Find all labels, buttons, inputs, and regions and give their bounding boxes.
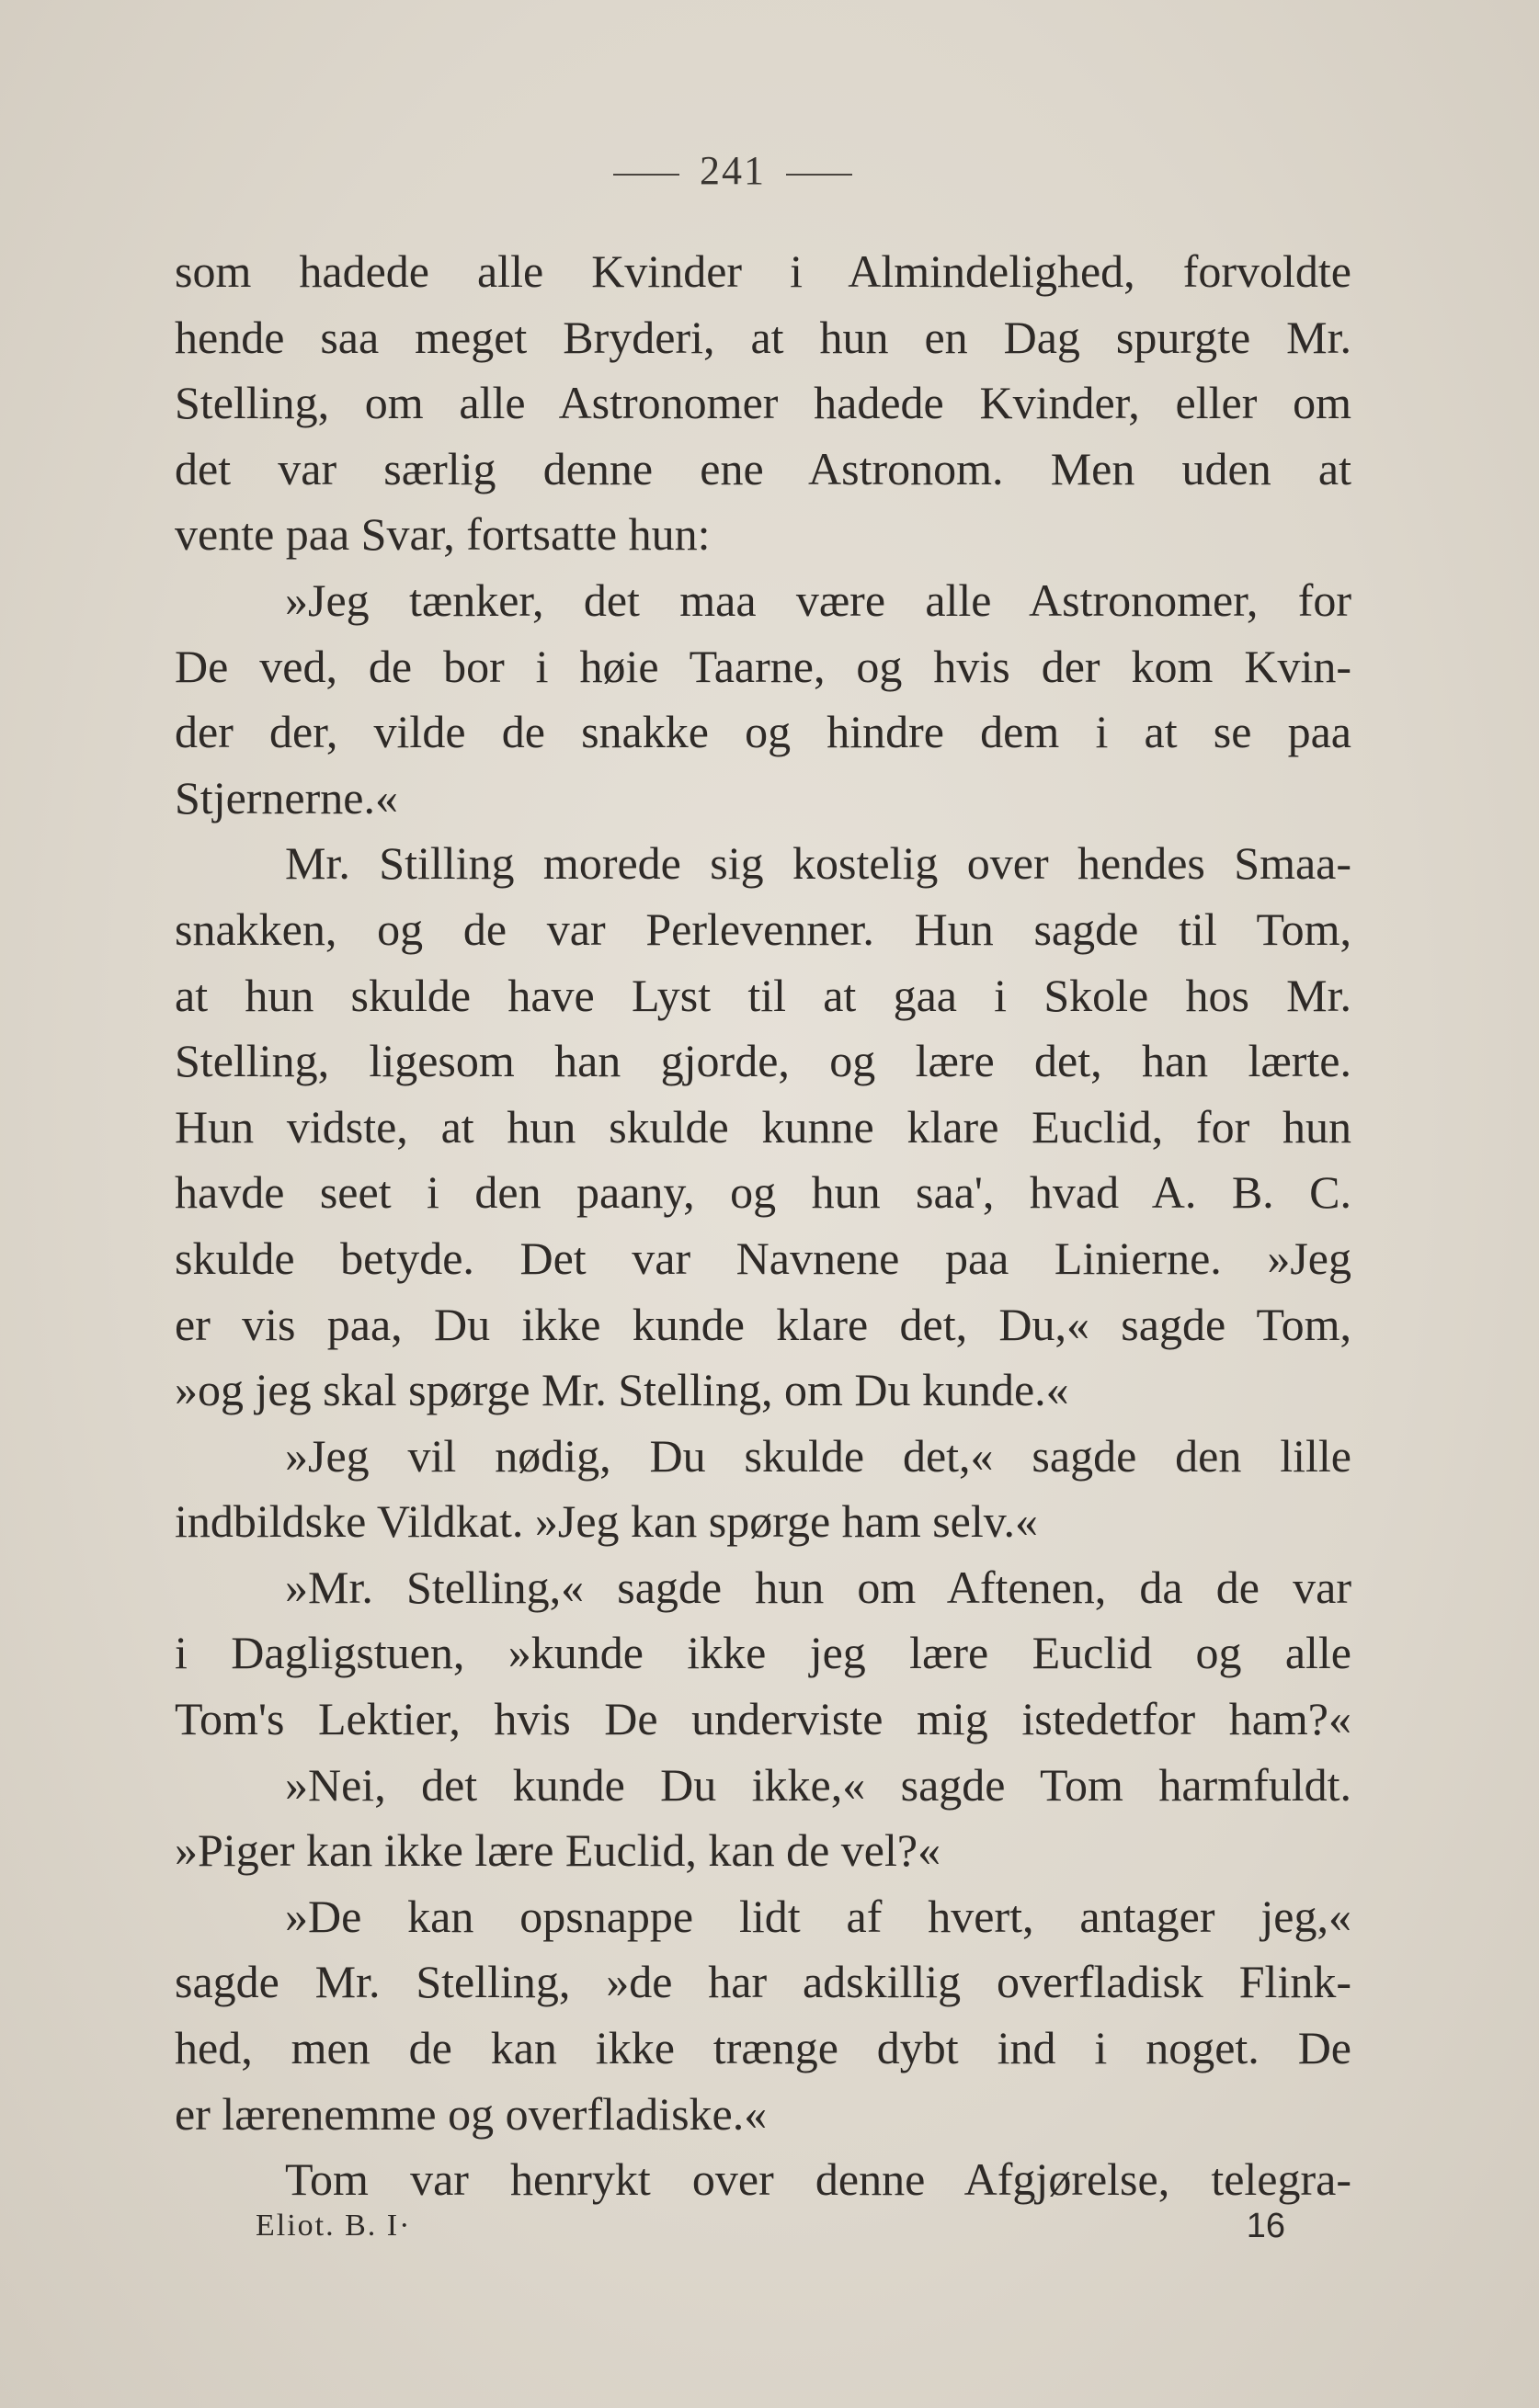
text-line: Tom var henrykt over denne Afgjørelse, telegra- xyxy=(285,2153,1351,2206)
text-line: skulde betyde. Det var Navnene paa Linierne. »Jeg xyxy=(175,1232,1351,1284)
page-number: 241 xyxy=(700,148,766,193)
text-line: indbildske Vildkat. »Jeg kan spørge ham selv.« xyxy=(175,1495,1039,1548)
text-line: er vis paa, Du ikke kunde klare det, Du,« sagde Tom, xyxy=(175,1298,1351,1350)
text-line: vente paa Svar, fortsatte hun: xyxy=(175,508,711,561)
text-line: De ved, de bor i høie Taarne, og hvis der kom Kvin- xyxy=(175,640,1351,692)
text-line: i Dagligstuen, »kunde ikke jeg lære Euclid og alle xyxy=(175,1627,1351,1679)
text-line: der der, vilde de snakke og hindre dem i at se paa xyxy=(175,706,1351,758)
text-line: »Jeg tænker, det maa være alle Astronomer, for xyxy=(285,574,1351,626)
text-line: »Piger kan ikke lære Euclid, kan de vel?« xyxy=(175,1824,941,1877)
body-text xyxy=(175,239,1351,2213)
text-line: Mr. Stilling morede sig kostelig over hendes Smaa- xyxy=(285,837,1351,890)
header-dash-left xyxy=(613,174,679,176)
text-line: havde seet i den paany, og hun saa', hvad A. B. C. xyxy=(175,1166,1351,1219)
text-line: Stelling, om alle Astronomer hadede Kvinder, eller om xyxy=(175,377,1351,429)
text-line: »Mr. Stelling,« sagde hun om Aftenen, da de var xyxy=(285,1561,1351,1613)
page-footer xyxy=(256,2201,1285,2256)
text-line: »og jeg skal spørge Mr. Stelling, om Du kunde.« xyxy=(175,1364,1069,1416)
text-line: »Nei, det kunde Du ikke,« sagde Tom harmfuldt. xyxy=(285,1758,1351,1811)
text-line: at hun skulde have Lyst til at gaa i Skole hos Mr. xyxy=(175,969,1351,1021)
text-line: det var særlig denne ene Astronom. Men uden at xyxy=(175,442,1351,494)
text-line: Tom's Lektier, hvis De underviste mig istedetfor ham?« xyxy=(175,1693,1351,1745)
text-line: er lærenemme og overfladiske.« xyxy=(175,2087,768,2140)
text-line: Stelling, ligesom han gjorde, og lære det, han lærte. xyxy=(175,1035,1351,1087)
text-line: hed, men de kan ikke trænge dybt ind i noget. De xyxy=(175,2022,1351,2074)
text-line: »De kan opsnappe lidt af hvert, antager jeg,« xyxy=(285,1890,1351,1942)
text-line: som hadede alle Kvinder i Almindelighed, forvoldte xyxy=(175,245,1351,297)
text-line: snakken, og de var Perlevenner. Hun sagde til Tom, xyxy=(175,903,1351,955)
sheet-number: 16 xyxy=(1246,2207,1285,2245)
text-line: Stjernerne.« xyxy=(175,771,398,823)
text-line: »Jeg vil nødig, Du skulde det,« sagde den lille xyxy=(285,1429,1351,1482)
text-line: hende saa meget Bryderi, at hun en Dag spurgte Mr. xyxy=(175,311,1351,363)
text-line: Hun vidste, at hun skulde kunne klare Euclid, for hun xyxy=(175,1100,1351,1153)
header-dash-right xyxy=(786,174,852,176)
text-line: sagde Mr. Stelling, »de har adskillig overfladisk Flink- xyxy=(175,1956,1351,2008)
printer-signature: Eliot. B. I· xyxy=(256,2209,412,2243)
page-number-header xyxy=(0,147,1502,194)
